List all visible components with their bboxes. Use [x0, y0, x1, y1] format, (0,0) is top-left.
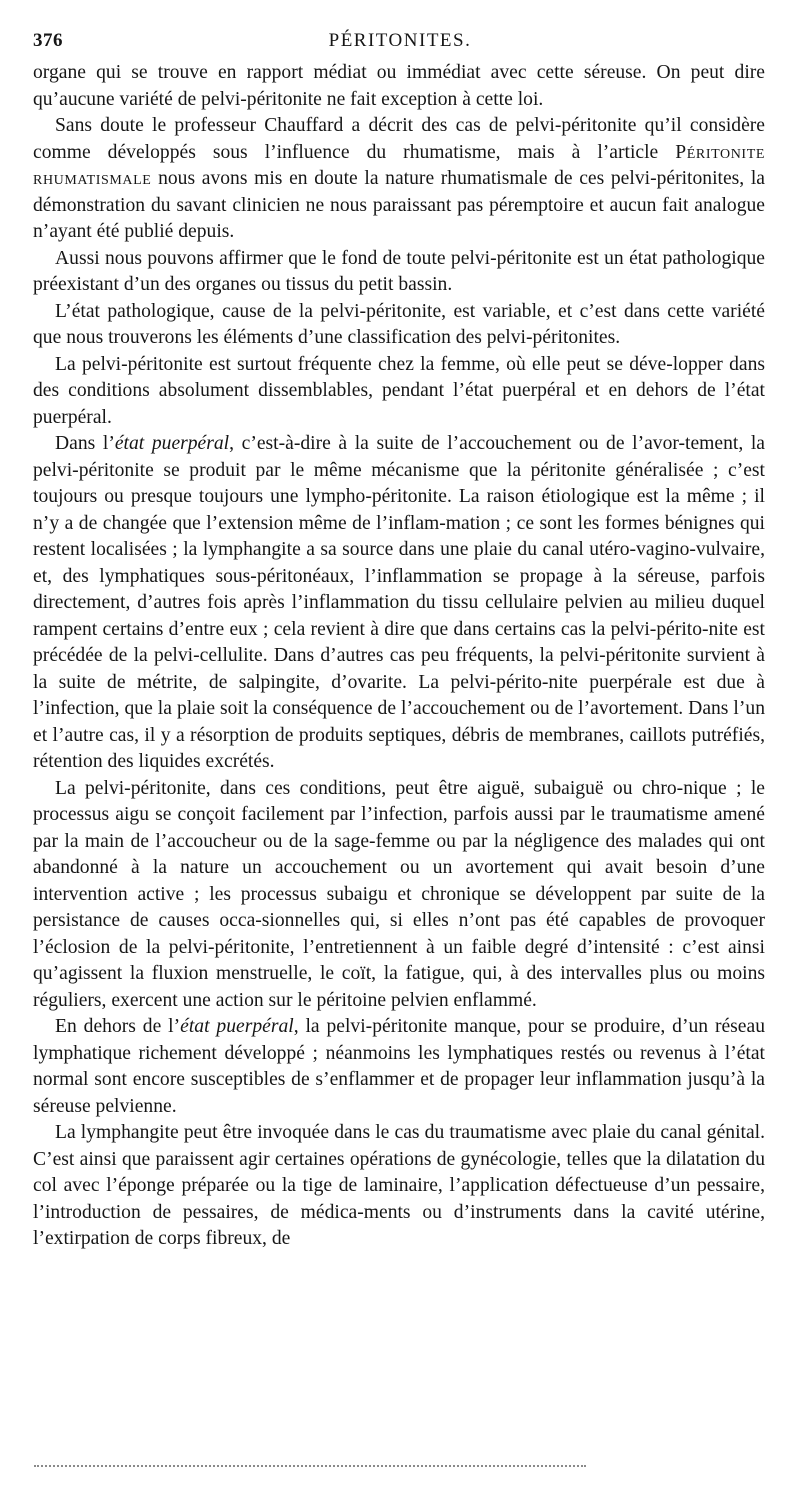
- paragraph-text: , c’est-à-dire à la suite de l’accouchement ou de l’avor-tement, la pelvi-péritonite se produit par le même mécanisme que la péritonite généralisée ; c’est toujours ou presque toujours une lympho-péritonite. La raison étiologique est la même ; il n’y a de changée que l’extension même de l’inflam-mation ; ce sont les formes bénignes qui restent localisées ; la lymphangite a sa source dans une plaie du canal utéro-vagino-vulvaire, et, des lymphatiques sous-péritonéaux, l’inflammation se propage à la séreuse, parfois directement, d’autres fois après l’inflammation du tissu cellulaire pelvien au milieu duquel rampent certains d’entre eux ; cela revient à dire que dans certains cas la pelvi-périto-nite est précédée de la pelvi-cellulite. Dans d’autres cas peu fréquents, la pelvi-péritonite survient à la suite de métrite, de salpingite, d’ovarite. La pelvi-périto-nite puerpérale est due à l’infection, que la plaie soit la conséquence de l’accouchement ou de l’avortement. Dans l’un et l’autre cas, il y a résorption de produits septiques, débris de membranes, caillots putréfiés, rétention des liquides excrétés.: [33, 433, 766, 772]
- paragraph: [33, 352, 765, 432]
- footer-rule: [34, 1465, 586, 1467]
- page-header: [33, 30, 767, 62]
- paragraph-text: , la pelvi-péritonite manque, pour se produire, d’un réseau lymphatique richement développé ; néanmoins les lymphatiques restés ou revenus à l’état normal sont encore susceptibles de s’enflammer et de propager leur inflammation jusqu’à la séreuse pelvienne.: [33, 1016, 765, 1117]
- paragraph-text: En dehors de l’: [55, 1016, 181, 1037]
- paragraph: [33, 1014, 765, 1120]
- paragraph: [33, 1120, 765, 1253]
- paragraph: [33, 431, 765, 776]
- paragraph-text: La pelvi-péritonite, dans ces conditions, peut être aiguë, subaiguë ou chro-nique ; le processus aigu se conçoit facilement par l’infection, parfois aussi par le traumatisme amené par la main de l’accoucheur ou de la sage-femme ou par la négligence des malades qui ont abandonné à la nature un accouchement ou un avortement qui avait besoin d’une intervention active ; les processus subaigu et chronique se développent par suite de la persistance de causes occa-sionnelles qui, si elles n’ont pas été capables de provoquer l’éclosion de la pelvi-péritonite, l’entretiennent à un faible degré d’intensité : c’est ainsi qu’agissent la fluxion menstruelle, le coït, la fatigue, qui, à des intervalles plus ou moins réguliers, exercent une action sur le péritoine pelvien enflammé.: [33, 777, 765, 1011]
- paragraph: [33, 60, 765, 113]
- emphasis-italic: état puerpéral: [114, 433, 230, 454]
- paragraph: [33, 113, 765, 246]
- paragraph-text: organe qui se trouve en rapport médiat ou immédiat avec cette séreuse. On peut dire qu’aucune variété de pelvi-péritonite ne fait exception à cette loi.: [33, 62, 765, 110]
- running-title: PÉRITONITES.: [328, 30, 472, 51]
- paragraph-text: L’état pathologique, cause de la pelvi-péritonite, est variable, et c’est dans cette variété que nous trouverons les éléments d’une classification des pelvi-péritonites.: [33, 300, 765, 348]
- paragraph-text: La pelvi-péritonite est surtout fréquente chez la femme, où elle peut se déve-lopper dans des conditions absolument dissemblables, pendant l’état puerpéral et en dehors de l’état puerpéral.: [33, 353, 765, 428]
- paragraph-text: nous avons mis en doute la nature rhumatismale de ces pelvi-péritonites, la démonstration du savant clinicien ne nous paraissant pas péremptoire et aucun fait analogue n’ayant été publié depuis.: [33, 168, 765, 242]
- paragraph-text: La lymphangite peut être invoquée dans le cas du traumatisme avec plaie du canal génital. C’est ainsi que paraissent agir certaines opérations de gynécologie, telles que la dilatation du col avec l’éponge préparée ou la tige de laminaire, l’application défectueuse d’un pessaire, l’introduction de pessaires, de médica-ments ou d’instruments dans la cavité utérine, l’extirpation de corps fibreux, de: [33, 1122, 765, 1249]
- paragraph: [33, 776, 765, 1015]
- page-number: 376: [33, 30, 63, 51]
- paragraph: [33, 299, 765, 352]
- cross-reference-smallcaps: Péritonite rhumatismale: [33, 141, 765, 189]
- paragraph: [33, 246, 765, 299]
- paragraph-text: Dans l’: [55, 433, 115, 454]
- paragraph-text: Aussi nous pouvons affirmer que le fond de toute pelvi-péritonite est un état pathologique préexistant d’un des organes ou tissus du petit bassin.: [33, 247, 765, 295]
- paragraph-text: Sans doute le professeur Chauffard a décrit des cas de pelvi-péritonite qu’il considère comme développés sous l’influence du rhumatisme, mais à l’article: [33, 115, 765, 163]
- body-text: [33, 60, 765, 1253]
- emphasis-italic: état puerpéral: [180, 1016, 294, 1037]
